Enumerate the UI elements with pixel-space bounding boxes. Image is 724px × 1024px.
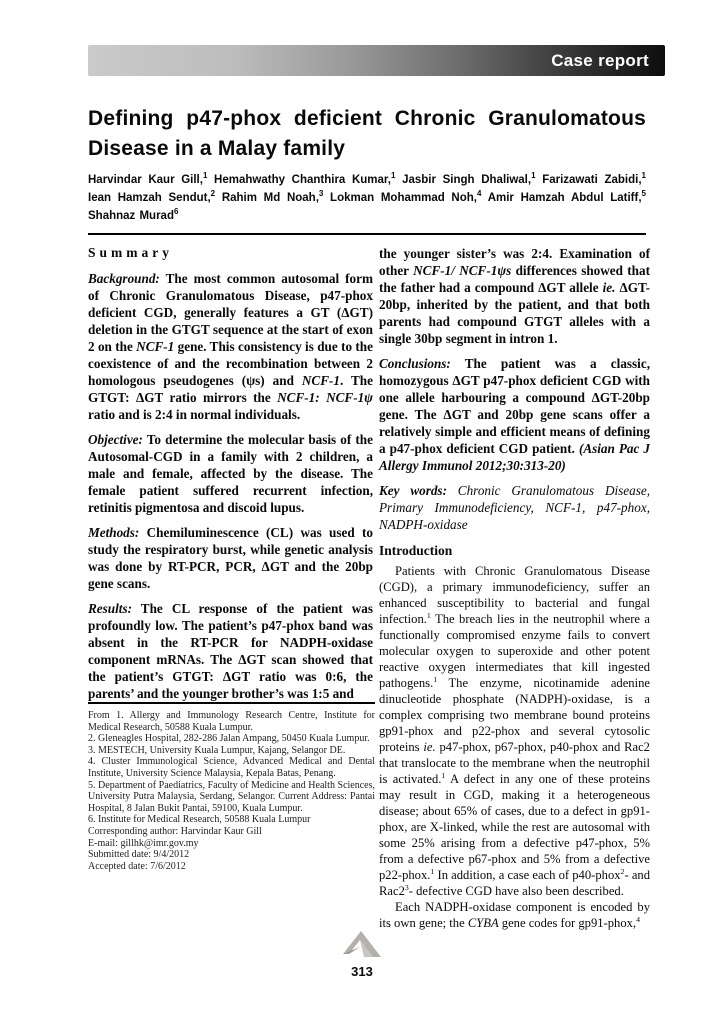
footnote-line: 3. MESTECH, University Kuala Lumpur, Kajang, Selangor DE. bbox=[88, 744, 346, 756]
authors-line: Harvindar Kaur Gill,$^1$ Hemahwathy Chanthira Kumar,$^1$ Jasbir Singh Dhaliwal,$^1$ Farizawati Zabidi,$^1$ Iean Hamzah Sendut,$^2$ Rahim Md Noah,$^3$ Lokman Mohammad Noh,$^4$ Amir Hamzah Abdul Latiff,$^5$ Shahnaz Murad$^6$ bbox=[88, 171, 646, 222]
right-column bbox=[379, 245, 650, 931]
left-column bbox=[88, 245, 373, 710]
summary-methods-paragraph: Methods: Chemiluminescence (CL) was used to study the respiratory burst, while genetic analysis was done by RT-PCR, PCR, ΔGT and the 20bp gene scans. bbox=[88, 525, 373, 591]
authors-divider bbox=[88, 233, 646, 235]
journal-logo-icon bbox=[341, 930, 383, 958]
footnote-line: 6. Institute for Medical Research, 50588 Kuala Lumpur bbox=[88, 814, 311, 826]
footnote-line: 4. Cluster Immunological Science, Advanced Medical and Dental Institute, University Science Malaysia, Kepala Batas, Penang. bbox=[88, 756, 375, 779]
introduction-heading: Introduction bbox=[379, 543, 453, 558]
summary-heading: Summary bbox=[88, 245, 173, 260]
footnote-line: Corresponding author: Harvindar Kaur Gill bbox=[88, 825, 262, 837]
footnote-line: Accepted date: 7/6/2012 bbox=[88, 860, 186, 872]
introduction-paragraph-2: Each NADPH-oxidase component is encoded by its own gene; the CYBA gene codes for gp91-phox,$^4$ bbox=[379, 900, 650, 930]
header-bar bbox=[88, 45, 665, 76]
summary-results-continuation: the younger sister’s was 2:4. Examination of other NCF-1/ NCF-1ψs differences showed that the father had a compound ΔGT allele ie. ΔGT-20bp, inherited by the patient, and that both parents had compound GTGT alleles with a single 30bp segment in intron 1. bbox=[379, 246, 650, 346]
keywords-paragraph: Key words: Chronic Granulomatous Disease, Primary Immunodeficiency, NCF-1, p47-phox, NADPH-oxidase bbox=[379, 483, 650, 532]
introduction-paragraph-1: Patients with Chronic Granulomatous Disease (CGD), a primary immunodeficiency, suffer an enhanced susceptibility to bacterial and fungal infection.$^1$ The breach lies in the neutrophil where a functionally compromised enzyme fails to convert molecular oxygen to superoxide and other potent reactive oxygen intermediates that kill ingested pathogens.$^1$ The enzyme, nicotinamide adenine dinucleotide phosphate (NADPH)-oxidase, is a complex comprising two membrane bound proteins gp91-phox and p22-phox and several cytosolic proteins ie. p47-phox, p67-phox, p40-phox and Rac2 that translocate to the membrane when the neutrophil is activated.$^1$ A defect in any one of these proteins may result in CGD, making it a heterogeneous disease; about 65% of cases, due to a defect in gp91-phox, are X-linked, while the rest are autosomal with some 25% arising from a defective p47-phox, 5% from a defective p67-phox and 5% from a defective p22-phox.$^1$ In addition, a case each of p40-phox$^2$- and $Rac2^3-$ defective CGD have also been described. bbox=[379, 564, 651, 898]
footnote-line: From 1. Allergy and Immunology Research Centre, Institute for Medical Research, 50588 Kuala Lumpur. bbox=[88, 710, 375, 733]
footnote-list bbox=[88, 710, 375, 872]
footnote-line: Submitted date: 9/4/2012 bbox=[88, 849, 190, 861]
page-number: 313 bbox=[351, 964, 373, 979]
summary-objective-paragraph: Objective: To determine the molecular basis of the Autosomal-CGD in a family with 2 children, a male and female, affected by the disease. The female patient suffered recurrent infection, retinitis pigmentosa and discoid lupus. bbox=[88, 432, 373, 515]
footnote-line: 2. Gleneagles Hospital, 282-286 Jalan Ampang, 50450 Kuala Lumpur. bbox=[88, 733, 370, 745]
summary-results-paragraph: Results: The CL response of the patient was profoundly low. The patient’s p47-phox band was absent in the RT-PCR for NADPH-oxidase component mRNAs. The ΔGT scan showed that the patient’s GTGT: ΔGT ratio was 0:6, the parents’ and the younger brother’s was 1:5 and bbox=[88, 601, 373, 701]
page-footer bbox=[0, 930, 724, 979]
summary-background-paragraph: Background: The most common autosomal form of Chronic Granulomatous Disease, p47-phox deficient CGD, generally features a GT (ΔGT) deletion in the GTGT sequence at the start of exon 2 on the NCF-1 gene. This consistency is due to the coexistence of and the recombination between 2 homologous pseudogenes (ψs) and NCF-1. The GTGT: ΔGT ratio mirrors the NCF-1: NCF-1ψ ratio and is 2:4 in normal individuals. bbox=[88, 271, 373, 422]
footnote-line: 5. Department of Paediatrics, Faculty of Medicine and Health Sciences, University Putra Malaysia, Serdang, Selangor. Current Address: Pantai Hospital, 8 Jalan Bukit Pantai, 59100, Kuala Lumpur. bbox=[88, 779, 375, 814]
footnotes-block bbox=[88, 702, 375, 872]
page-title: Defining p47-phox deficient Chronic Granulomatous Disease in a Malay family bbox=[88, 107, 646, 160]
summary-conclusions-paragraph: Conclusions: The patient was a classic, homozygous ΔGT p47-phox deficient CGD with one allele harbouring a compound ΔGT-20bp gene. The ΔGT and 20bp gene scans offer a relatively simple and efficient means of defining a p47-phox deficient CGD patient. (Asian Pac J Allergy Immunol 2012;30:313-20) bbox=[379, 356, 650, 473]
footnote-line: E-mail: gillhk@imr.gov.my bbox=[88, 837, 199, 849]
case-report-badge: Case report bbox=[551, 50, 649, 70]
footnote-divider bbox=[88, 702, 375, 704]
